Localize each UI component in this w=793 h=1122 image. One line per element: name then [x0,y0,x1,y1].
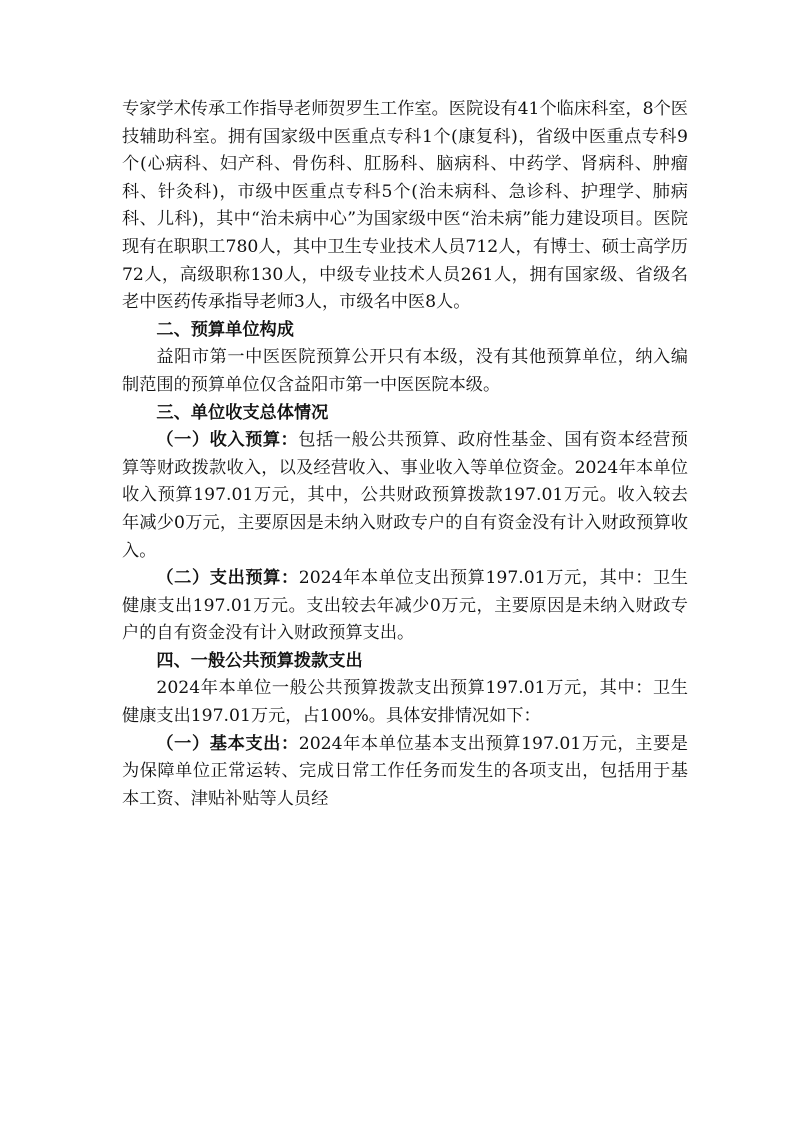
budget-unit-paragraph: 益阳市第一中医医院预算公开只有本级，没有其他预算单位，纳入编制范围的预算单位仅含益阳市第一中医医院本级。 [122,347,688,395]
basic-expense-subheading: （一）基本支出： [156,733,299,754]
basic-expense-paragraph [122,731,688,814]
expense-subheading: （二）支出预算： [156,568,299,589]
general-budget-paragraph: 2024年本单位一般公共预算拨款支出预算197.01万元，其中：卫生健康支出197.01万元，占100%。具体安排情况如下： [122,678,688,727]
intro-paragraph: 专家学术传承工作指导老师贺罗生工作室。医院设有41个临床科室，8个医技辅助科室。拥有国家级中医重点专科1个(康复科)，省级中医重点专科9个(心病科、妇产科、骨伤科、肛肠科、脑病科、中药学、肾病科、肿瘤科、针灸科)，市级中医重点专科5个(治未病科、急诊科、护理学、肺病科、儿科)，其中“治未病中心”为国家级中医“治未病”能力建设项目。医院现有在职职工780人，其中卫生专业技术人员712人，有博士、硕士高学历72人，高级职称130人，中级专业技术人员261人，拥有国家级、省级名老中医药传承指导老师3人，市级名中医8人。 [122,99,688,313]
income-subheading: （一）收入预算： [156,430,299,451]
section-heading-4: 四、一般公共预算拨款支出 [156,650,363,671]
income-paragraph [122,427,688,565]
document-body [122,96,688,813]
basic-expense-text: 2024年本单位基本支出预算197.01万元，主要是为保障单位正常运转、完成日常工作任务而发生的各项支出，包括用于基本工资、津贴补贴等人员经 [122,733,688,809]
section-heading-2: 二、预算单位构成 [156,319,294,340]
income-text: 包括一般公共预算、政府性基金、国有资本经营预算等财政拨款收入，以及经营收入、事业收入等单位资金。2024年本单位收入预算197.01万元，其中，公共财政预算拨款197.01万元。收入较去年减少0万元，主要原因是未纳入财政专户的自有资金没有计入财政预算收入。 [122,430,688,561]
section-heading-3: 三、单位收支总体情况 [156,402,329,423]
expense-paragraph [122,565,688,648]
expense-text: 2024年本单位支出预算197.01万元，其中：卫生健康支出197.01万元。支出较去年减少0万元，主要原因是未纳入财政专户的自有资金没有计入财政预算支出。 [122,568,688,644]
